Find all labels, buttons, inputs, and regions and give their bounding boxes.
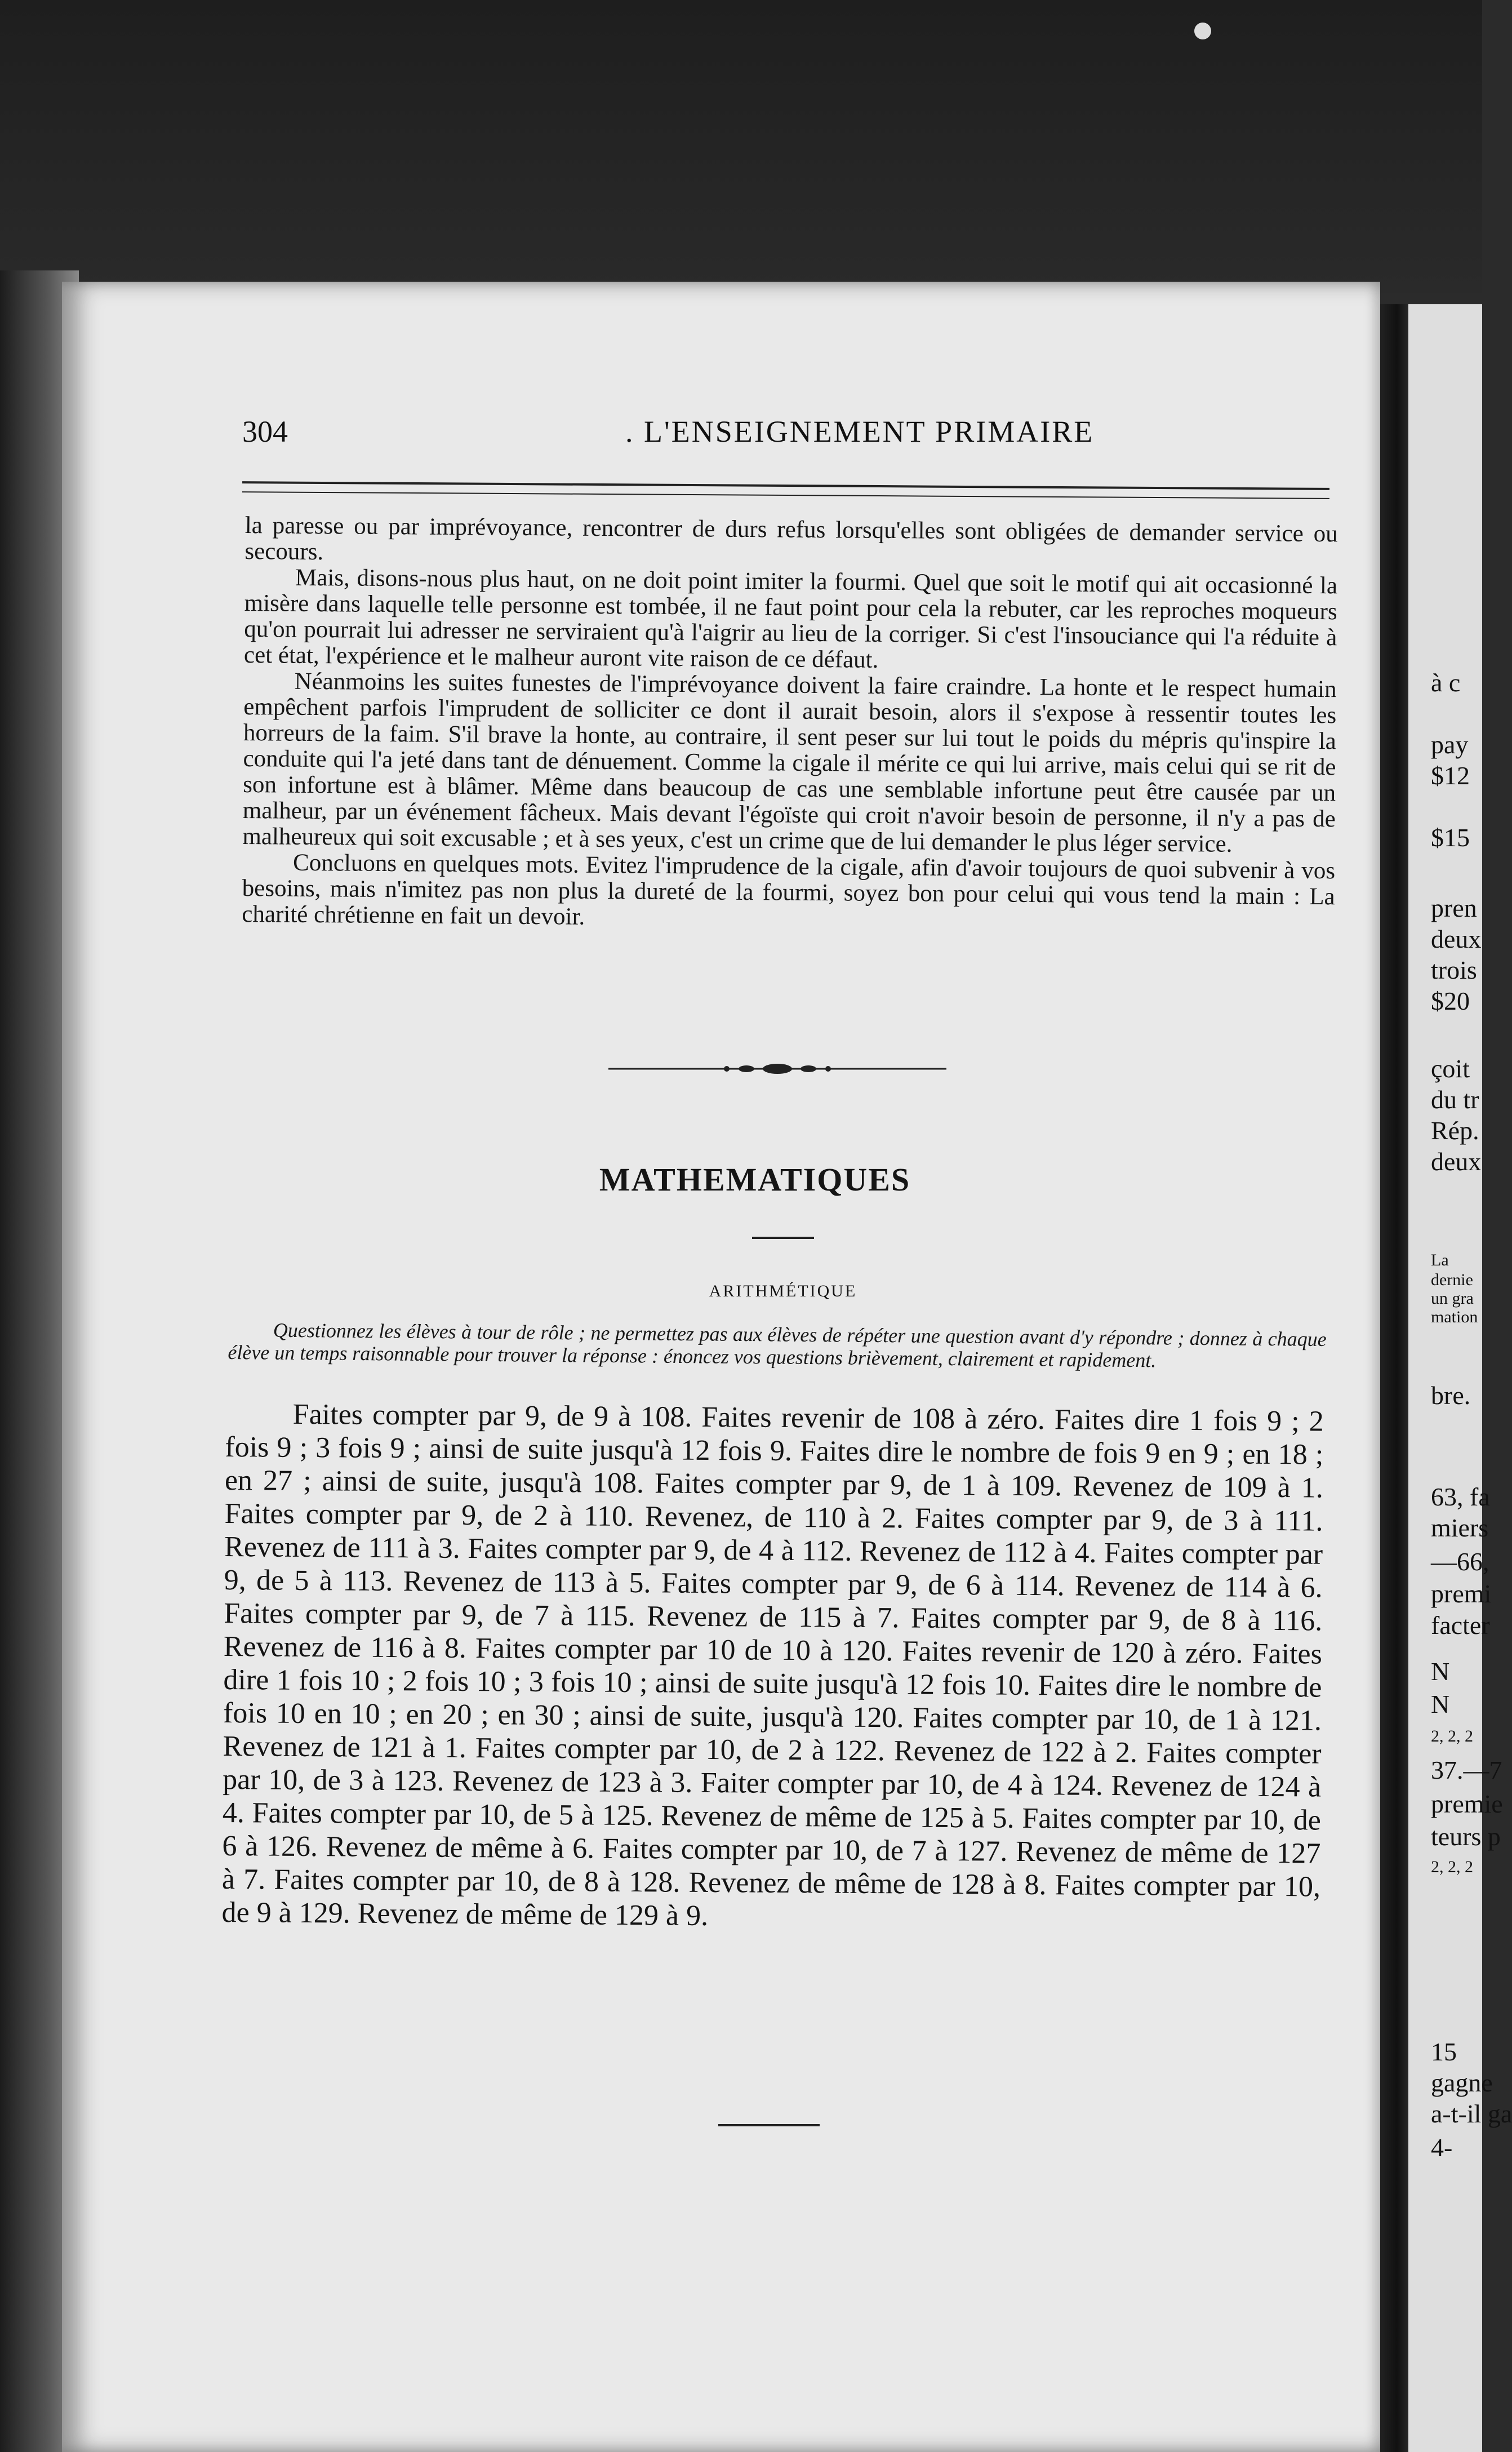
fragment: premi <box>1431 1579 1492 1608</box>
fragment: premie <box>1431 1789 1503 1818</box>
end-rule <box>718 2124 820 2126</box>
paragraph: Concluons en quelques mots. Evitez l'imprudence de la cigale, afin d'avoir toujours de quoi subvenir à vos besoins, mais n'imitez pas non plus la dureté de la fourmi, soyez bon pour celui qui vous tend la main : La charité chrétienne en fait un devoir. <box>242 849 1336 930</box>
running-title: . L'ENSEIGNEMENT PRIMAIRE <box>625 415 1095 448</box>
fragment: deux <box>1431 925 1482 953</box>
counting-drill <box>221 1397 1324 1937</box>
fragment: çoit <box>1431 1054 1470 1083</box>
fragment: $12 <box>1431 761 1470 790</box>
fragment: 63, fa <box>1431 1482 1490 1511</box>
fragment: un gra <box>1431 1289 1474 1308</box>
fragment: gagne <box>1431 2068 1493 2097</box>
fragment: dernie <box>1431 1271 1473 1289</box>
fable-commentary <box>242 513 1338 936</box>
page-number: 304 <box>242 415 288 448</box>
section-title: MATHEMATIQUES <box>599 1161 911 1198</box>
teacher-instructions <box>228 1318 1327 1373</box>
adjacent-page <box>1408 304 1512 2452</box>
fragment: a-t-il ga <box>1431 2099 1512 2128</box>
fragment: 37.—7 <box>1431 1756 1502 1784</box>
fragment: deux <box>1431 1147 1482 1176</box>
fragment: teurs p <box>1431 1822 1501 1851</box>
paragraph: Néanmoins les suites funestes de l'imprévoyance doivent la faire craindre. La honte et le respect humain empêchent parfois l'imprudent de solliciter ce dont il aurait besoin, alors il s'expose à ressentir toutes les horreurs de la faim. S'il brave la honte, au contraire, il sent peser sur lui tout le poids du mépris qu'inspire la conduite qui l'a jeté dans tant de dénuement. Comme la cigale il mérite ce qui lui arrive, mais celui qui se rit de son infortune est à blâmer. Même dans beaucoup de cas une semblable infortune peut être causée par un malheur, par un événement fâcheux. Mais devant l'égoïste qui croit n'avoir besoin de personne, il n'y a pas de malheureux qui soit excusable ; et à ses yeux, c'est un crime que de lui demander le plus léger service. <box>242 668 1337 858</box>
fragment: mation <box>1431 1308 1478 1326</box>
title-rule <box>752 1237 814 1239</box>
fragment: à c <box>1431 668 1461 697</box>
fragment: 15 <box>1431 2037 1457 2066</box>
fragment: miers <box>1431 1513 1489 1542</box>
instructions-text: Questionnez les élèves à tour de rôle ; ne permettez pas aux élèves de répéter une question avant d'y répondre ; donnez à chaque élève un temps raisonnable pour trouver la réponse : énoncez vos questions brièvement, clairement et rapidement. <box>228 1318 1327 1372</box>
fragment: $20 <box>1431 987 1470 1015</box>
paragraph: la paresse ou par imprévoyance, rencontrer de durs refus lorsqu'elles sont obligées de demander service ou secours. <box>244 512 1338 566</box>
film-speck <box>1194 23 1211 39</box>
fragment: Rép. <box>1431 1116 1479 1145</box>
paragraph: Mais, disons-nous plus haut, on ne doit point imiter la fourmi. Quel que soit le motif qui ait occasionné la misère dans laquelle telle personne est tombée, il ne faut point pour cela la rebuter, car les reproches moqueurs qu'on pourrait lui adresser ne serviraient qu'à l'aigrir au lieu de la corriger. Si c'est l'insouciance qui l'a réduite à cet état, l'expérience et le malheur auront vite raison de ce défaut. <box>243 564 1338 673</box>
fragment: 2, 2, 2 <box>1431 1727 1473 1745</box>
fragment: La <box>1431 1251 1449 1269</box>
subsection-title: ARITHMÉTIQUE <box>709 1282 857 1300</box>
fragment: 4- <box>1431 2133 1453 2162</box>
section-ornament <box>608 1060 946 1077</box>
fragment: pay <box>1431 730 1469 759</box>
fragment: bre. <box>1431 1381 1471 1410</box>
drill-text: Faites compter par 9, de 9 à 108. Faites revenir de 108 à zéro. Faites dire 1 fois 9 ; 2 fois 9 ; 3 fois 9 ; ainsi de suite jusqu'à 12 fois 9. Faites dire le nombre de fois 9 en 9 ; en 18 ; en 27 ; ainsi de suite, jusqu'à 108. Faites compter par 9, de 1 à 109. Revenez de 109 à 1. Faites compter par 9, de 2 à 110. Revenez, de 110 à 2. Faites compter par 9, de 3 à 111. Revenez de 111 à 3. Faites compter par 9, de 4 à 112. Revenez de 112 à 4. Faites compter par 9, de 5 à 113. Revenez de 113 à 5. Faites compter par 9, de 6 à 114. Revenez de 114 à 6. Faites compter par 9, de 7 à 115. Revenez de 115 à 7. Faites compter par 9, de 8 à 116. Revenez de 116 à 8. Faites compter par 10 de 10 à 120. Faites revenir de 120 à zéro. Faites dire 1 fois 10 ; 2 fois 10 ; 3 fois 10 ; ainsi de suite jusqu'à 12 fois 10. Faites dire le nombre de fois 10 en 10 ; en 20 ; en 30 ; ainsi de suite, jusqu'à 120. Faites compter par 10, de 1 à 121. Revenez de 121 à 1. Faites compter par 10, de 2 à 122. Revenez de 122 à 2. Faites compter par 10, de 3 à 123. Revenez de 123 à 3. Faiter compter par 10, de 4 à 124. Revenez de 124 à 4. Faites compter par 10, de 5 à 125. Revenez de même de 125 à 5. Faites compter par 10, de 6 à 126. Revenez de même à 6. Faites compter par 10, de 7 à 127. Revenez de même de 127 à 7. Faites compter par 10, de 8 à 128. Revenez de même de 128 à 8. Faites compter par 10, de 9 à 129. Revenez de même de 129 à 9. <box>221 1398 1324 1933</box>
fragment: 2, 2, 2 <box>1431 1858 1473 1876</box>
fragment: $15 <box>1431 823 1470 852</box>
fragment: facter <box>1431 1611 1490 1640</box>
fragment: —66, <box>1431 1547 1489 1576</box>
fragment: N <box>1431 1657 1450 1686</box>
page-header <box>180 414 1335 454</box>
fragment: pren <box>1431 894 1477 922</box>
fragment: du tr <box>1431 1085 1479 1114</box>
fragment: N <box>1431 1690 1450 1718</box>
fragment: trois <box>1431 956 1477 984</box>
film-background <box>0 0 1482 293</box>
